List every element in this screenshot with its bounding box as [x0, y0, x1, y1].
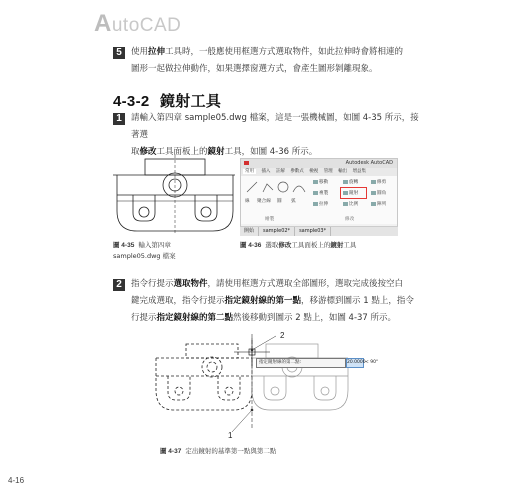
step-5-badge: 5 — [113, 47, 125, 59]
ribbon-tab-annotate[interactable]: 註解 — [275, 169, 285, 174]
step-1-line-2: 取修改工具面板上的鏡射工具，如圖 4-36 所示。 — [131, 147, 318, 157]
dynamic-input-angle: < 90° — [365, 360, 379, 365]
step-2-line-1: 指令行提示選取物件，請使用框選方式選取全部圖形，選取完成後按空白 — [131, 279, 404, 289]
ribbon-tab-parametric[interactable]: 參數式 — [290, 169, 304, 174]
autocad-ribbon-screenshot — [240, 158, 398, 236]
file-tab-sample02[interactable]: sample02* — [259, 227, 295, 236]
point-1-leader — [232, 410, 252, 432]
ribbon-window-title: Autodesk AutoCAD — [345, 160, 393, 166]
file-tab-sample03[interactable]: sample03* — [295, 227, 331, 236]
step-1-badge: 1 — [113, 113, 125, 125]
dynamic-input-coordinate[interactable]: 20.0000 — [346, 358, 364, 368]
ribbon-tab-addins[interactable]: 增益集 — [352, 169, 367, 174]
section-title: 鏡射工具 — [160, 93, 222, 110]
ribbon-tab-insert[interactable]: 插入 — [261, 169, 271, 174]
move-icon — [313, 180, 318, 184]
point-2-leader — [252, 336, 276, 350]
step-2-text — [131, 276, 421, 327]
point-1-marker — [251, 409, 254, 412]
fillet-icon — [371, 191, 376, 195]
stretch-icon — [313, 202, 318, 206]
ribbon-body — [241, 176, 397, 224]
draw-tool-polyline[interactable]: 聚合線 — [257, 199, 271, 204]
step-2-line-3: 行提示指定鏡射線的第二點然後移動到圖示 2 點上，如圖 4-37 所示。 — [131, 313, 397, 323]
figure-4-35-caption: 圖 4-35 輸入第四章 sample05.dwg 檔案 — [113, 241, 176, 260]
trim-icon — [371, 180, 376, 184]
section-heading — [113, 90, 221, 111]
ribbon-tab-home[interactable]: 常用 — [245, 169, 254, 174]
autocad-logo: AutoCAD — [94, 10, 182, 37]
point-1-label: 1 — [228, 431, 233, 440]
section-number: 4-3-2 — [113, 93, 150, 110]
step-1-line-1: 請輸入第四章 sample05.dwg 檔案，這是一張機械圖，如圖 4-35 所示，接著選 — [131, 113, 419, 140]
array-icon — [371, 202, 376, 206]
modify-tool-trim[interactable]: 修剪 — [371, 179, 386, 185]
app-icon — [244, 161, 249, 165]
draw-tool-circle[interactable]: 圓 — [277, 199, 282, 204]
point-2-label: 2 — [280, 331, 285, 340]
mirror-highlight-box — [340, 187, 367, 199]
mirror-figure-4-37 — [152, 330, 372, 442]
modify-tool-move[interactable]: 移動 — [313, 179, 328, 185]
modify-tool-copy[interactable]: 複製 — [313, 190, 328, 196]
ribbon-tab-manage[interactable]: 管理 — [323, 169, 333, 174]
page-number: 4-16 — [8, 476, 25, 485]
dynamic-input-prompt: 指定鏡射線的第二點: — [256, 358, 346, 368]
step-5-line-2: 圖形一起做拉伸動作，如果選擇窗選方式，會產生圖形剝離現象。 — [131, 64, 378, 74]
point-2-marker — [251, 349, 254, 352]
scale-icon — [343, 202, 348, 206]
step-5-line-1: 使用拉伸工具時，一般應使用框選方式選取物件，如此拉伸時會將相連的 — [131, 47, 404, 57]
modify-tool-rotate[interactable]: 旋轉 — [343, 179, 358, 185]
ribbon-tabs — [241, 168, 397, 176]
ribbon-tab-view[interactable]: 檢視 — [309, 169, 319, 174]
step-2-badge: 2 — [113, 279, 125, 291]
modify-tool-fillet[interactable]: 圓角 — [371, 190, 386, 196]
step-5-text — [131, 44, 416, 78]
mechanical-drawing-figure-4-35 — [113, 155, 235, 235]
modify-tool-stretch[interactable]: 拉伸 — [313, 201, 328, 207]
copy-icon — [313, 191, 318, 195]
panel-label-draw: 繪製 — [265, 217, 275, 222]
draw-tool-arc[interactable]: 弧 — [291, 199, 296, 204]
file-tab-strip — [240, 226, 398, 236]
ribbon-title-bar — [241, 159, 397, 168]
file-tab-start[interactable]: 開始 — [240, 227, 259, 236]
draw-tool-line[interactable]: 線 — [245, 199, 250, 204]
figure-4-37-caption: 圖 4-37 定出鏡射的基準第一點與第二點 — [160, 447, 277, 455]
modify-tool-array[interactable]: 陣列 — [371, 201, 386, 207]
step-2-line-2: 鍵完成選取，指令行提示指定鏡射線的第一點，移游標到圖示 1 點上，指令 — [131, 296, 414, 306]
rotate-icon — [343, 180, 348, 184]
draw-tool-icons — [245, 180, 307, 208]
panel-label-modify: 修改 — [345, 217, 355, 222]
figure-4-36-caption: 圖 4-36 選取修改工具面板上的鏡射工具 — [240, 241, 357, 249]
modify-tool-scale[interactable]: 比例 — [343, 201, 358, 207]
ribbon-tab-output[interactable]: 輸出 — [338, 169, 348, 174]
step-1-text — [131, 110, 421, 161]
modify-tool-mirror[interactable]: 鏡射 — [343, 190, 358, 196]
